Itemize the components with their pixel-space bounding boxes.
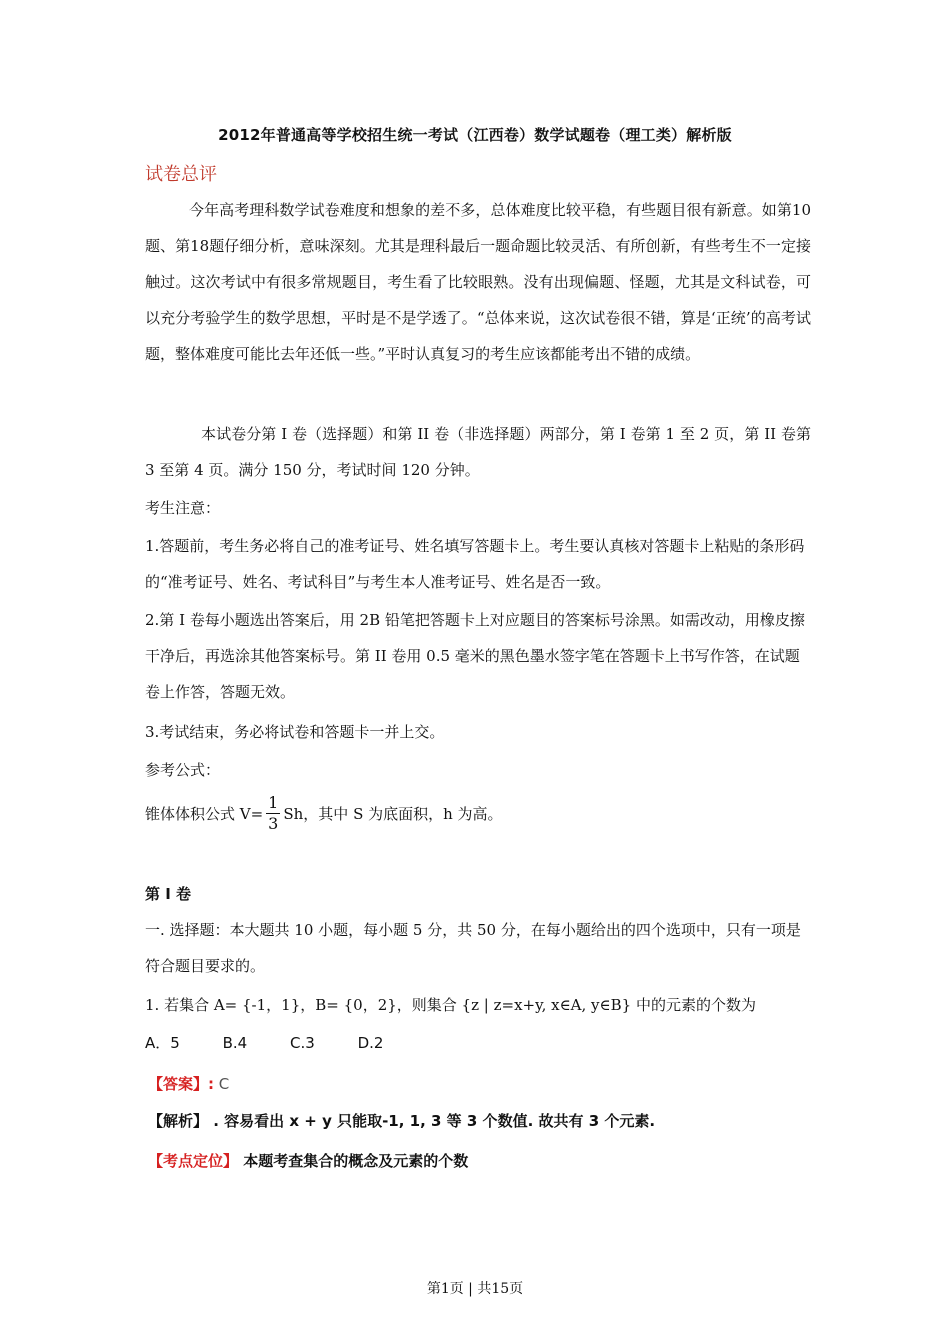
fraction-denominator: 3 [268,813,279,833]
section-intro: 一. 选择题：本大题共 10 小题，每小题 5 分，共 50 分，在每小题给出的四个选项中，只有一项是符合题目要求的。 [145,921,801,975]
point-tag: 【考点定位】 [148,1152,239,1170]
analysis-row [148,1110,655,1131]
part-heading: 第 I 卷 [145,885,192,903]
structure-paragraph: 本试卷分第 I 卷（选择题）和第 II 卷（非选择题）两部分，第 I 卷第 1 至 2 页，第 II 卷第 3 至第 4 页。满分 150 分，考试时间 120 分钟。 [145,425,811,479]
answer-value: C [218,1075,230,1093]
review-heading: 试卷总评 [145,164,217,185]
fraction-numerator: 1 [268,792,279,812]
review-paragraph: 今年高考理科数学试卷难度和想象的差不多，总体难度比较平稳，有些题目很有新意。如第10题、第18题仔细分析，意味深刻。尤其是理科最后一题命题比较灵活、有所创新，有些考生不一定接触过。这次考试中有很多常规题目，考生看了比较眼熟。没有出现偏题、怪题，尤其是文科试卷，可以充分考验学生的数学思想，平时是不是学透了。“总体来说，这次试卷很不错，算是‘正统’的高考试题，整体难度可能比去年还低一些。”平时认真复习的考生应该都能考出不错的成绩。 [145,201,811,363]
option-b: B.4 [222,1034,248,1052]
answer-row [148,1073,229,1094]
analysis-tag: 【解析】 [148,1112,209,1130]
notice-item-2: 2.第 I 卷每小题选出答案后，用 2B 铅笔把答题卡上对应题目的答案标号涂黑。如需改动，用橡皮擦干净后，再选涂其他答案标号。第 II 卷用 0.5 毫米的黑色墨水签字笔在答题卡上书写作答，在试题卷上作答，答题无效。 [145,611,805,701]
notice-item-3: 3.考试结束，务必将试卷和答题卡一并上交。 [145,723,445,741]
option-d: D.2 [357,1034,384,1052]
option-c: C.3 [289,1034,315,1052]
point-row [148,1150,468,1171]
analysis-text: . 容易看出 x + y 只能取-1, 1, 3 等 3 个数值. 故共有 3 个元素. [213,1112,656,1130]
option-a: A．5 [145,1034,180,1052]
notice-heading: 考生注意： [145,499,221,517]
notice-item-1: 1.答题前，考生务必将自己的准考证号、姓名填写答题卡上。考生要认真核对答题卡上粘贴的条形码的“准考证号、姓名、考试科目”与考生本人准考证号、姓名是否一致。 [145,537,805,591]
fraction-one-third [266,793,280,834]
formula-prefix: 锥体体积公式 V= [145,804,264,823]
point-text: 本题考查集合的概念及元素的个数 [243,1152,469,1170]
cone-volume-formula [145,788,503,838]
formula-heading: 参考公式： [145,761,221,779]
formula-suffix: Sh，其中 S 为底面积，h 为高。 [283,804,503,823]
question-1-options [145,1025,421,1061]
document-title: 2012年普通高等学校招生统一考试（江西卷）数学试题卷（理工类）解析版 [218,126,732,144]
page-footer: 第1页 | 共15页 [426,1281,524,1297]
question-1: 1. 若集合 A= {-1，1}，B= {0，2}，则集合 {z | z=x+y, x∈A, y∈B} 中的元素的个数为 [145,996,756,1014]
answer-tag: 【答案】: [148,1075,214,1093]
